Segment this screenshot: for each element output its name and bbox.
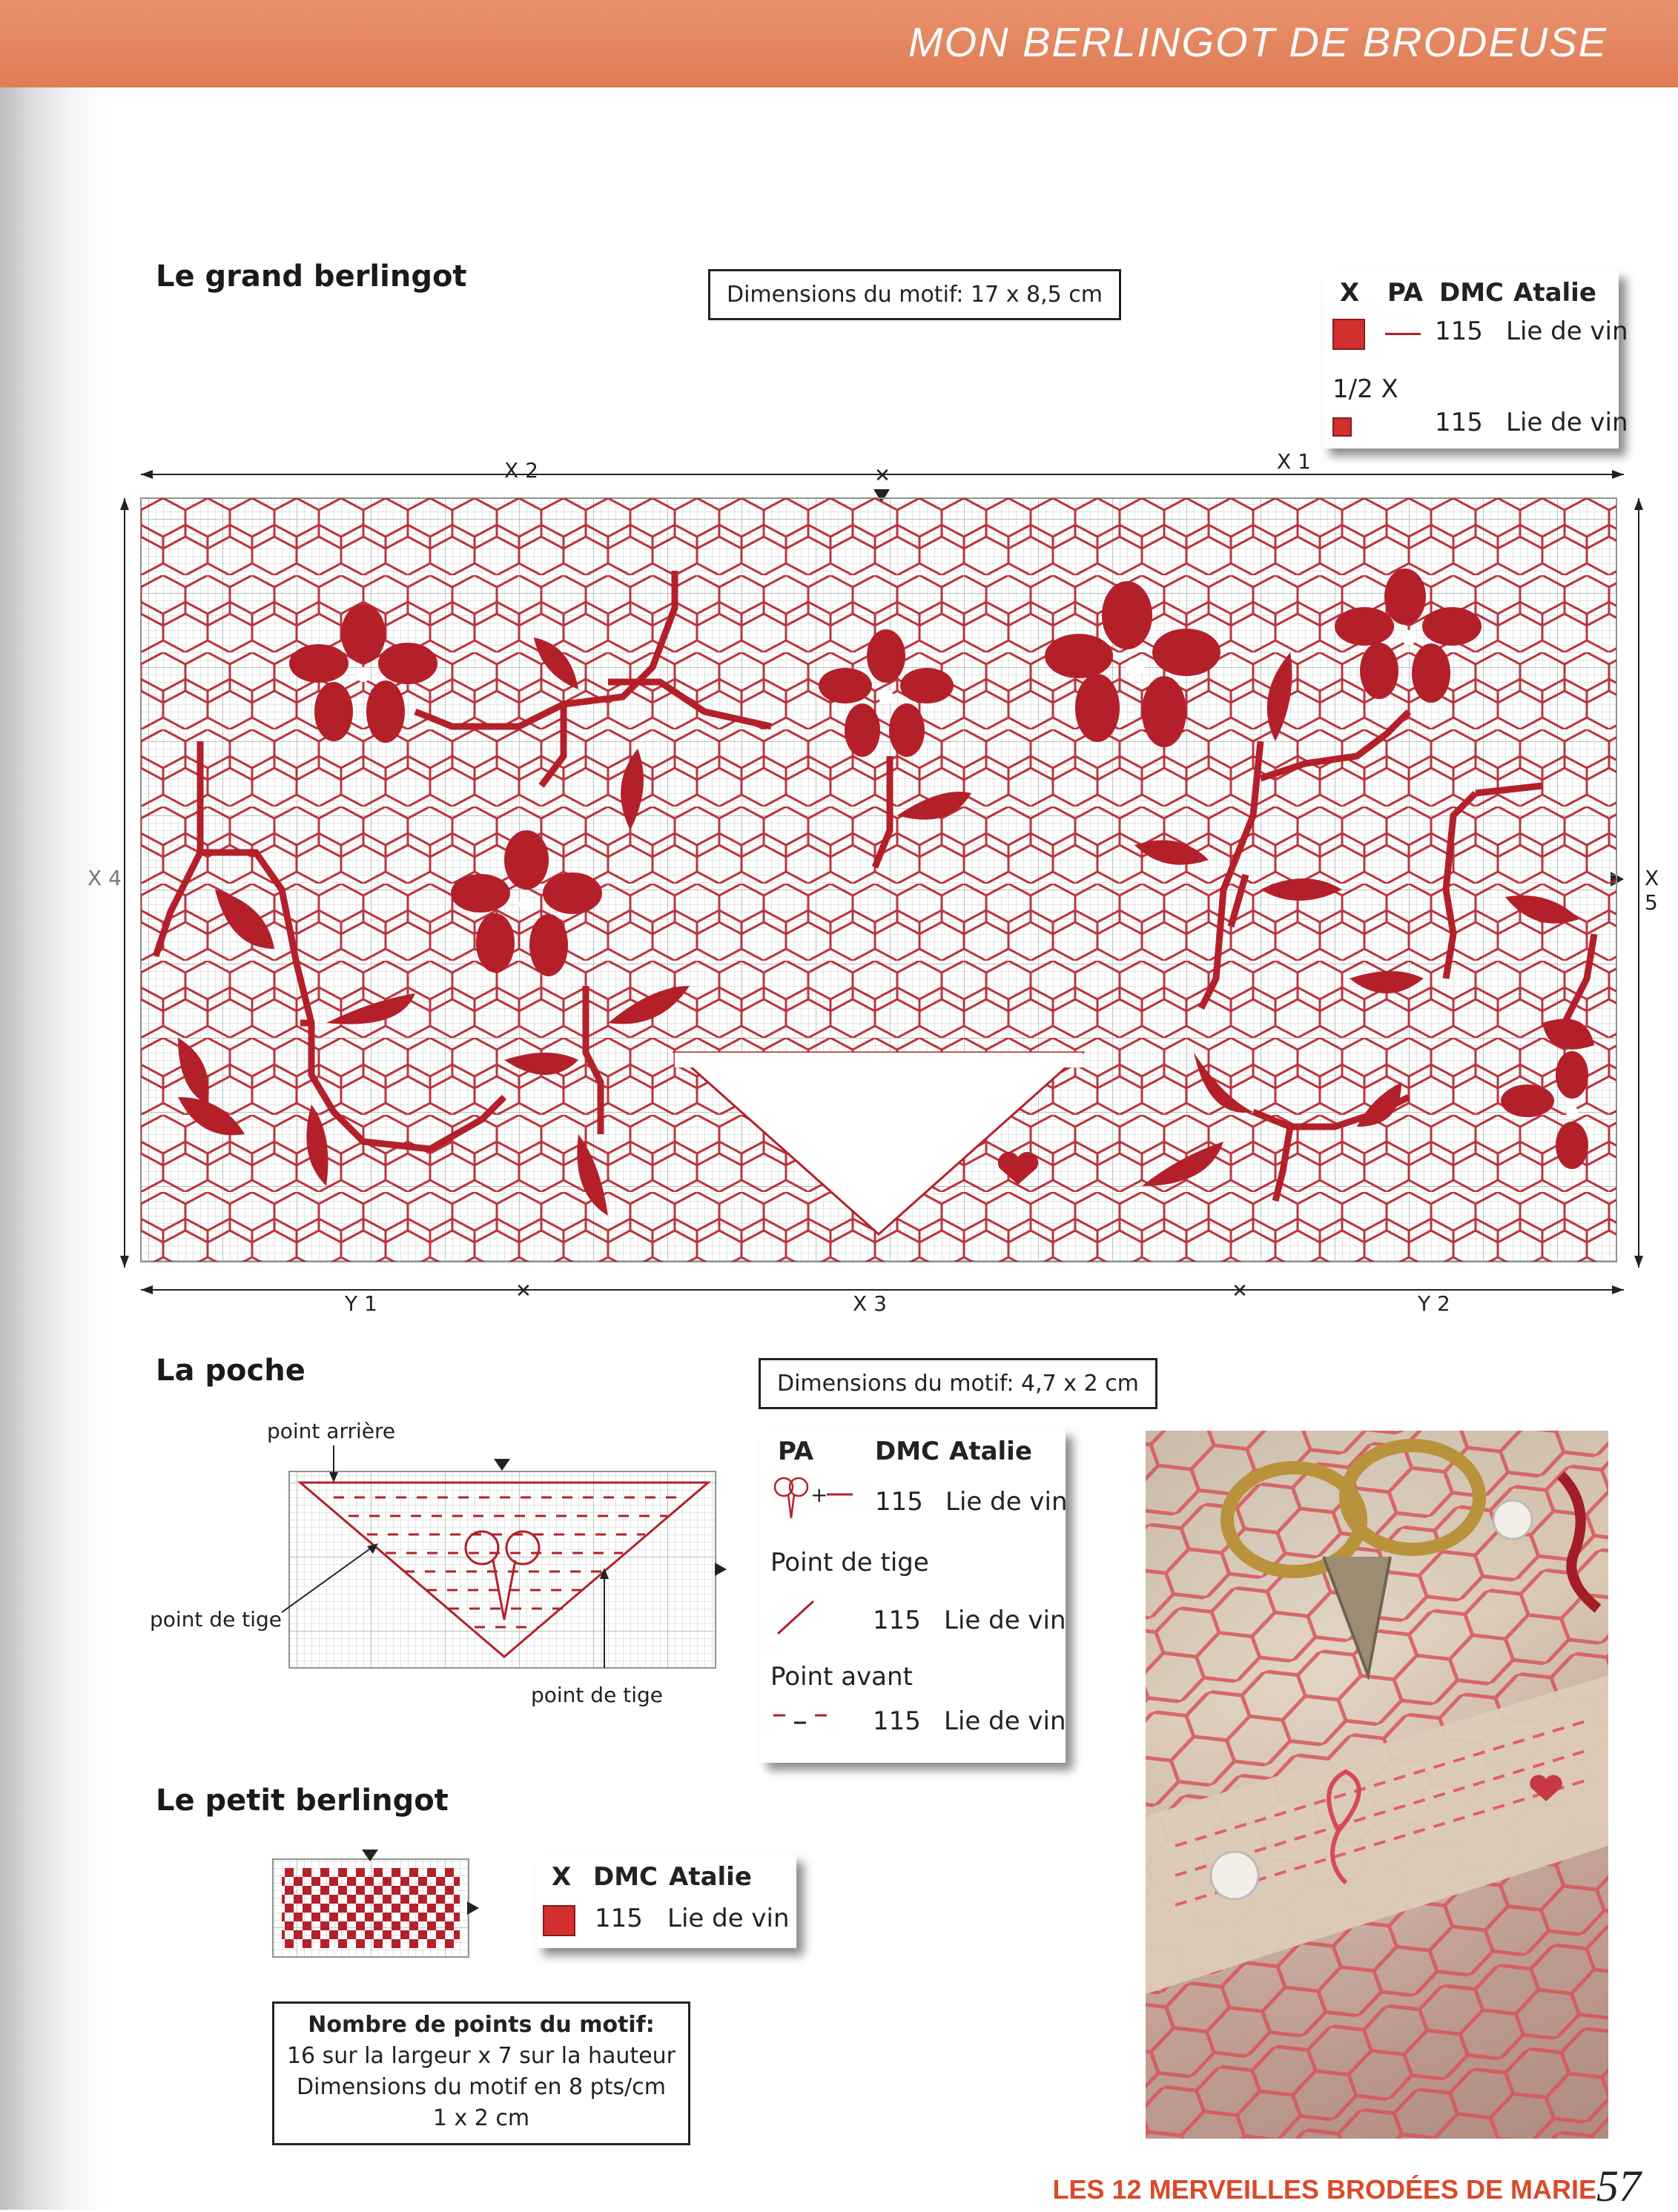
embroidered-berlingot-photo (1146, 1431, 1608, 2139)
mark-y2: Y 2 (1418, 1291, 1450, 1316)
petit-legend-header-atalie: Atalie (669, 1862, 752, 1892)
poche-legend-header-pa: PA (778, 1437, 814, 1466)
legend-half-atalie: Lie de vin (1506, 408, 1628, 437)
poche-row2-atalie: Lie de vin (944, 1606, 1066, 1635)
poche-point-avant-label: Point avant (770, 1662, 913, 1692)
label-point-de-tige-left: point de tige (150, 1607, 282, 1632)
mark-x3: X 3 (853, 1291, 887, 1316)
svg-text:✕: ✕ (515, 1280, 532, 1302)
poche-legend (760, 1429, 1066, 1763)
svg-text:✕: ✕ (874, 465, 891, 487)
mark-y1: Y 1 (345, 1291, 377, 1316)
poche-legend-header-dmc: DMC (875, 1437, 940, 1466)
grand-dimensions-box: Dimensions du motif: 17 x 8,5 cm (708, 269, 1121, 320)
running-stitch-swatch (770, 1705, 837, 1732)
poche-row3-dmc: 115 (873, 1706, 921, 1736)
legend-header-x: X (1340, 278, 1360, 308)
poche-row1-atalie: Lie de vin (945, 1487, 1068, 1517)
photo-illustration (1146, 1431, 1608, 2139)
scissors-icon (767, 1474, 856, 1526)
legend-header-pa: PA (1387, 278, 1424, 308)
legend-header-atalie: Atalie (1513, 278, 1596, 308)
footer-book-title: LES 12 MERVEILLES BRODÉES DE MARIE (1052, 2174, 1596, 2205)
mark-x1: X 1 (1277, 449, 1311, 474)
stem-stitch-swatch (773, 1598, 818, 1638)
mark-x2: X 2 (504, 458, 538, 483)
svg-text:+: + (810, 1483, 828, 1507)
petit-berlingot-title: Le petit berlingot (156, 1784, 449, 1818)
legend-half-cross-label: 1/2 X (1332, 374, 1398, 404)
poche-dimensions-box: Dimensions du motif: 4,7 x 2 cm (759, 1358, 1157, 1409)
poche-legend-header-atalie: Atalie (949, 1437, 1032, 1466)
legend-half-dmc: 115 (1435, 408, 1483, 437)
page-number: 57 (1596, 2162, 1641, 2211)
page-header-title: MON BERLINGOT DE BRODEUSE (908, 19, 1608, 65)
grand-berlingot-title: Le grand berlingot (156, 259, 467, 294)
note-line-3: 1 x 2 cm (432, 2105, 530, 2131)
note-line-1: 16 sur la largeur x 7 sur la hauteur (286, 2043, 676, 2069)
petit-legend (535, 1855, 796, 1948)
petit-atalie-value: Lie de vin (667, 1904, 790, 1933)
poche-row2-dmc: 115 (873, 1606, 921, 1635)
legend-header-dmc: DMC (1439, 278, 1504, 308)
note-line-2: Dimensions du motif en 8 pts/cm (297, 2074, 666, 2100)
legend-dmc-value: 115 (1435, 317, 1483, 346)
poche-title: La poche (156, 1354, 305, 1388)
label-point-de-tige-right: point de tige (531, 1683, 663, 1707)
poche-point-de-tige-label: Point de tige (770, 1548, 929, 1577)
mark-x4: X 4 (87, 866, 122, 890)
petit-legend-header-dmc: DMC (593, 1862, 658, 1892)
petit-full-cross-swatch (543, 1905, 575, 1936)
label-point-arriere: point arrière (267, 1419, 396, 1443)
note-title: Nombre de points du motif: (308, 2012, 655, 2038)
svg-text:✕: ✕ (1232, 1280, 1248, 1302)
poche-row3-atalie: Lie de vin (944, 1706, 1066, 1736)
legend-atalie-value: Lie de vin (1506, 317, 1628, 346)
mark-x5: X 5 (1645, 866, 1659, 915)
poche-row1-dmc: 115 (875, 1487, 923, 1517)
petit-legend-header-x: X (552, 1862, 572, 1892)
stitch-count-note (272, 2001, 690, 2145)
petit-dmc-value: 115 (595, 1904, 643, 1933)
